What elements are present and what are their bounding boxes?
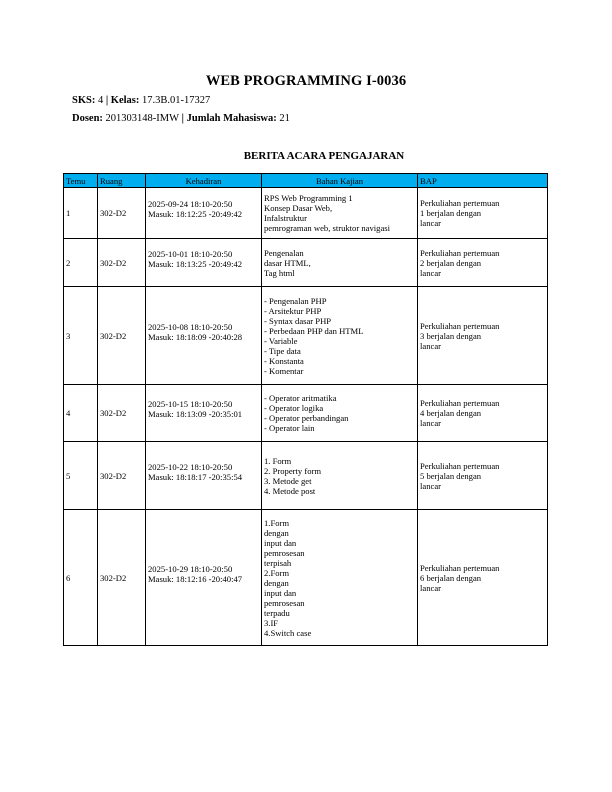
table-row: [64, 442, 548, 510]
schedule-time: 2025-09-24 18:10-20:50: [148, 199, 233, 209]
cell-ruang: 302-D2: [98, 442, 146, 510]
cell-temu: 3: [64, 287, 98, 385]
check-in-time: Masuk: 18:12:16 -20:40:47: [148, 573, 243, 584]
cell-bahan-kajian: RPS Web Programming 1 Konsep Dasar Web, Infalstruktur pemrograman web, struktor navigasi: [262, 188, 418, 239]
table-row: [64, 385, 548, 442]
cell-bahan-kajian: 1.Form dengan input dan pemrosesan terpisah 2.Form dengan input dan pemrosesan terpadu 3.IF 4.Switch case: [262, 510, 418, 646]
cell-bahan-kajian: - Pengenalan PHP - Arsitektur PHP - Syntax dasar PHP - Perbedaan PHP dan HTML - Variable - Tipe data - Konstanta - Komentar: [262, 287, 418, 385]
jumlah-label: Jumlah Mahasiswa:: [186, 113, 277, 124]
table-row: [64, 510, 548, 646]
cell-ruang: 302-D2: [98, 188, 146, 239]
schedule-time: 2025-10-15 18:10-20:50: [148, 399, 233, 409]
teaching-log-table: [63, 173, 548, 646]
cell-bap: Perkuliahan pertemuan 6 berjalan dengan lancar: [418, 510, 548, 646]
cell-kehadiran: [146, 188, 262, 239]
cell-ruang: 302-D2: [98, 510, 146, 646]
sks-label: SKS:: [72, 95, 96, 106]
kelas-label: Kelas:: [110, 95, 140, 106]
check-in-time: Masuk: 18:18:17 -20:35:54: [148, 471, 243, 482]
cell-kehadiran: [146, 239, 262, 287]
header-ruang: Ruang: [98, 174, 146, 188]
cell-kehadiran: [146, 442, 262, 510]
cell-temu: 1: [64, 188, 98, 239]
cell-temu: 6: [64, 510, 98, 646]
cell-kehadiran: [146, 287, 262, 385]
cell-bap: Perkuliahan pertemuan 1 berjalan dengan lancar: [418, 188, 548, 239]
table-row: [64, 239, 548, 287]
section-subtitle: BERITA ACARA PENGAJARAN: [243, 150, 405, 162]
table-row: [64, 188, 548, 239]
cell-kehadiran: [146, 510, 262, 646]
cell-bahan-kajian: - Operator aritmatika - Operator logika - Operator perbandingan - Operator lain: [262, 385, 418, 442]
header-bahan-kajian: Bahan Kajian: [262, 174, 418, 188]
cell-temu: 4: [64, 385, 98, 442]
kelas-value: 17.3B.01-17327: [141, 95, 211, 106]
separator: |: [105, 95, 109, 106]
cell-bahan-kajian: 1. Form 2. Property form 3. Metode get 4. Metode post: [262, 442, 418, 510]
dosen-label: Dosen:: [72, 113, 103, 124]
lecturer-info-line: [72, 113, 290, 124]
table-header-row: [64, 174, 548, 188]
separator: |: [181, 113, 184, 124]
cell-bap: Perkuliahan pertemuan 2 berjalan dengan lancar: [418, 239, 548, 287]
header-bap: BAP: [418, 174, 548, 188]
schedule-time: 2025-10-22 18:10-20:50: [148, 461, 233, 472]
schedule-time: 2025-10-08 18:10-20:50: [148, 321, 233, 332]
cell-temu: 2: [64, 239, 98, 287]
check-in-time: Masuk: 18:13:25 -20:49:42: [148, 258, 243, 269]
dosen-value: 201303148-IMW: [105, 113, 180, 124]
jumlah-value: 21: [279, 113, 290, 124]
schedule-time: 2025-10-29 18:10-20:50: [148, 563, 233, 574]
cell-bahan-kajian: Pengenalan dasar HTML, Tag html: [262, 239, 418, 287]
cell-bap: Perkuliahan pertemuan 5 berjalan dengan lancar: [418, 442, 548, 510]
table-row: [64, 287, 548, 385]
check-in-time: Masuk: 18:18:09 -20:40:28: [148, 331, 243, 342]
cell-ruang: 302-D2: [98, 287, 146, 385]
cell-ruang: 302-D2: [98, 385, 146, 442]
sks-value: 4: [97, 95, 104, 106]
header-temu: Temu: [64, 174, 98, 188]
cell-bap: Perkuliahan pertemuan 3 berjalan dengan lancar: [418, 287, 548, 385]
document-title: WEB PROGRAMMING I-0036: [205, 73, 407, 89]
header-kehadiran: Kehadiran: [146, 174, 262, 188]
course-info-line: [72, 95, 210, 106]
check-in-time: Masuk: 18:12:25 -20:49:42: [148, 209, 243, 219]
cell-ruang: 302-D2: [98, 239, 146, 287]
check-in-time: Masuk: 18:13:09 -20:35:01: [148, 409, 243, 419]
cell-kehadiran: [146, 385, 262, 442]
cell-bap: Perkuliahan pertemuan 4 berjalan dengan lancar: [418, 385, 548, 442]
cell-temu: 5: [64, 442, 98, 510]
schedule-time: 2025-10-01 18:10-20:50: [148, 248, 233, 259]
